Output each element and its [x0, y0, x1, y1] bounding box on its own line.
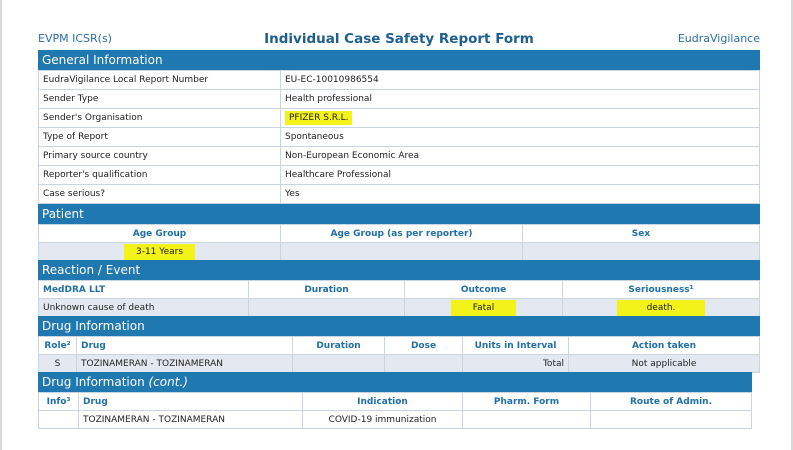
table-row — [39, 355, 760, 373]
general-info-title: General Information — [42, 53, 163, 67]
patient-table — [38, 224, 760, 261]
table-cell — [463, 411, 591, 429]
column-header: Dose — [385, 337, 463, 355]
column-header: Drug — [79, 393, 303, 411]
general-info-table — [38, 70, 760, 204]
column-header: MedDRA LLT — [39, 281, 249, 299]
drug-info-cont-header — [38, 372, 752, 392]
patient-title: Patient — [42, 207, 84, 221]
outcome-cell — [405, 299, 563, 317]
role-value: S — [39, 355, 77, 373]
report-header — [38, 30, 760, 48]
meddra-llt-value: Unknown cause of death — [39, 299, 249, 317]
report-title: Individual Case Safety Report Form — [264, 31, 534, 47]
column-header: Units in Interval — [463, 337, 569, 355]
field-value: EU-EC-10010986554 — [281, 71, 760, 90]
table-row — [39, 71, 760, 90]
drug-info-header — [38, 316, 760, 336]
table-row — [39, 147, 760, 166]
table-cell — [39, 411, 79, 429]
system-label: EudraVigilance — [677, 32, 760, 45]
sender-organisation-value: PFIZER S.R.L. — [285, 111, 352, 125]
field-label: EudraVigilance Local Report Number — [39, 71, 281, 90]
column-header: Age Group (as per reporter) — [281, 225, 523, 243]
table-header-row — [39, 337, 760, 355]
field-label: Sender Type — [39, 90, 281, 109]
table-cell — [249, 299, 405, 317]
table-header-row — [39, 281, 760, 299]
table-cell — [281, 243, 523, 261]
drug-info-title: Drug Information — [42, 319, 145, 333]
table-cell — [591, 411, 752, 429]
table-cell — [523, 243, 760, 261]
column-header: Indication — [303, 393, 463, 411]
column-header: Duration — [293, 337, 385, 355]
field-label: Sender's Organisation — [39, 109, 281, 128]
field-value: Health professional — [281, 90, 760, 109]
field-value: Non-European Economic Area — [281, 147, 760, 166]
table-header-row — [39, 225, 760, 243]
column-header: Pharm. Form — [463, 393, 591, 411]
column-header: Age Group — [39, 225, 281, 243]
column-header: Seriousness¹ — [563, 281, 760, 299]
drug-name-value: TOZINAMERAN - TOZINAMERAN — [77, 355, 293, 373]
table-row — [39, 166, 760, 185]
drug-info-cont-title: Drug Information — [42, 375, 145, 389]
age-group-value: 3-11 Years — [124, 244, 195, 260]
drug-info-cont-suffix: (cont.) — [148, 375, 188, 389]
column-header: Sex — [523, 225, 760, 243]
column-header: Info³ — [39, 393, 79, 411]
column-header: Drug — [77, 337, 293, 355]
drug-info-cont-table — [38, 392, 752, 429]
field-value-cell — [281, 109, 760, 128]
units-in-interval-value: Total — [463, 355, 569, 373]
seriousness-value: death. — [617, 300, 706, 316]
field-value: Yes — [281, 185, 760, 204]
table-row — [39, 109, 760, 128]
table-header-row — [39, 393, 752, 411]
table-row — [39, 90, 760, 109]
drug-info-table — [38, 336, 760, 373]
seriousness-cell — [563, 299, 760, 317]
column-header: Outcome — [405, 281, 563, 299]
reaction-title: Reaction / Event — [42, 263, 141, 277]
drug-name-value: TOZINAMERAN - TOZINAMERAN — [79, 411, 303, 429]
page-border-left — [0, 0, 2, 450]
column-header: Role² — [39, 337, 77, 355]
indication-value: COVID-19 immunization — [303, 411, 463, 429]
field-value: Spontaneous — [281, 128, 760, 147]
column-header: Duration — [249, 281, 405, 299]
table-row — [39, 299, 760, 317]
field-label: Type of Report — [39, 128, 281, 147]
table-row — [39, 185, 760, 204]
table-cell — [385, 355, 463, 373]
patient-header — [38, 204, 760, 224]
action-taken-value: Not applicable — [569, 355, 760, 373]
outcome-value: Fatal — [451, 300, 516, 316]
column-header: Route of Admin. — [591, 393, 752, 411]
field-value: Healthcare Professional — [281, 166, 760, 185]
table-row — [39, 243, 760, 261]
field-label: Case serious? — [39, 185, 281, 204]
column-header: Action taken — [569, 337, 760, 355]
table-cell — [293, 355, 385, 373]
reaction-header — [38, 260, 760, 280]
table-row — [39, 411, 752, 429]
field-label: Reporter's qualification — [39, 166, 281, 185]
field-label: Primary source country — [39, 147, 281, 166]
reaction-table — [38, 280, 760, 317]
table-row — [39, 128, 760, 147]
general-info-header — [38, 50, 760, 70]
age-group-cell — [39, 243, 281, 261]
report-type-label: EVPM ICSR(s) — [38, 32, 112, 45]
